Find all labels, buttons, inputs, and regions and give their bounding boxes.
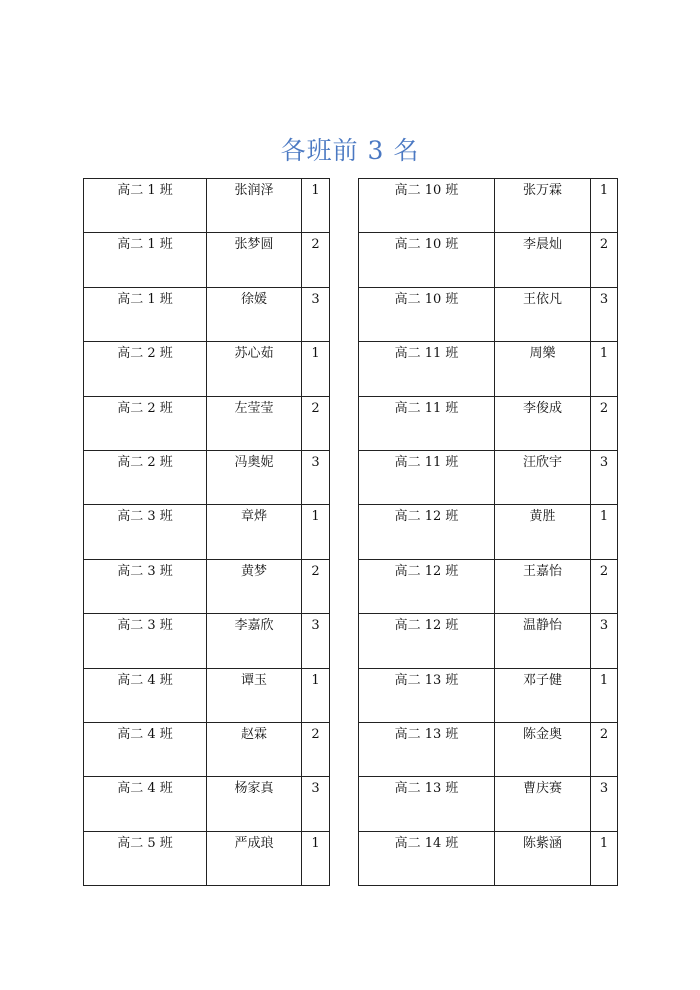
table-row (84, 668, 330, 722)
student-name-cell: 谭玉 (207, 668, 302, 722)
class-cell: 高二 10 班 (359, 287, 495, 341)
class-cell: 高二 2 班 (84, 342, 207, 396)
class-cell: 高二 13 班 (359, 777, 495, 831)
table-row (359, 396, 618, 450)
table-row (84, 722, 330, 776)
rank-cell: 1 (302, 831, 330, 885)
student-name-cell: 温静怡 (495, 614, 591, 668)
student-name-cell: 李晨灿 (495, 233, 591, 287)
student-name-cell: 张万霖 (495, 179, 591, 233)
student-name-cell: 张润泽 (207, 179, 302, 233)
table-row (359, 559, 618, 613)
student-name-cell: 张梦圆 (207, 233, 302, 287)
table-row (359, 831, 618, 885)
table-row (84, 287, 330, 341)
class-cell: 高二 10 班 (359, 233, 495, 287)
table-row (84, 342, 330, 396)
ranking-table-left (83, 178, 330, 886)
class-cell: 高二 11 班 (359, 342, 495, 396)
rank-cell: 3 (591, 614, 618, 668)
class-cell: 高二 3 班 (84, 614, 207, 668)
rank-cell: 3 (302, 287, 330, 341)
rank-cell: 2 (591, 233, 618, 287)
student-name-cell: 章烨 (207, 505, 302, 559)
student-name-cell: 左莹莹 (207, 396, 302, 450)
rank-cell: 2 (591, 559, 618, 613)
table-row (84, 450, 330, 504)
table-row (84, 614, 330, 668)
class-cell: 高二 13 班 (359, 722, 495, 776)
student-name-cell: 李俊成 (495, 396, 591, 450)
rank-cell: 1 (591, 831, 618, 885)
table-row (84, 179, 330, 233)
student-name-cell: 汪欣宇 (495, 450, 591, 504)
class-cell: 高二 11 班 (359, 396, 495, 450)
student-name-cell: 严成琅 (207, 831, 302, 885)
student-name-cell: 黄梦 (207, 559, 302, 613)
class-cell: 高二 3 班 (84, 559, 207, 613)
class-cell: 高二 10 班 (359, 179, 495, 233)
class-cell: 高二 4 班 (84, 777, 207, 831)
rank-cell: 1 (591, 668, 618, 722)
table-row (84, 505, 330, 559)
student-name-cell: 王嘉怡 (495, 559, 591, 613)
student-name-cell: 徐媛 (207, 287, 302, 341)
class-cell: 高二 14 班 (359, 831, 495, 885)
student-name-cell: 王依凡 (495, 287, 591, 341)
class-cell: 高二 11 班 (359, 450, 495, 504)
rank-cell: 1 (302, 668, 330, 722)
rank-cell: 1 (302, 505, 330, 559)
class-cell: 高二 4 班 (84, 668, 207, 722)
table-row (359, 722, 618, 776)
table-row (359, 668, 618, 722)
rank-cell: 3 (302, 614, 330, 668)
ranking-table-right (358, 178, 618, 886)
class-cell: 高二 13 班 (359, 668, 495, 722)
student-name-cell: 杨家真 (207, 777, 302, 831)
class-cell: 高二 2 班 (84, 450, 207, 504)
student-name-cell: 曹庆赛 (495, 777, 591, 831)
rank-cell: 1 (302, 342, 330, 396)
class-cell: 高二 1 班 (84, 233, 207, 287)
rank-cell: 2 (302, 722, 330, 776)
table-row (359, 450, 618, 504)
class-cell: 高二 2 班 (84, 396, 207, 450)
rank-cell: 2 (591, 722, 618, 776)
class-cell: 高二 1 班 (84, 179, 207, 233)
rank-cell: 2 (302, 559, 330, 613)
student-name-cell: 冯奥妮 (207, 450, 302, 504)
table-row (359, 505, 618, 559)
table-row (84, 559, 330, 613)
table-row (84, 777, 330, 831)
rank-cell: 3 (591, 450, 618, 504)
table-row (359, 233, 618, 287)
rank-cell: 2 (302, 233, 330, 287)
class-cell: 高二 5 班 (84, 831, 207, 885)
table-row (359, 342, 618, 396)
table-row (359, 777, 618, 831)
student-name-cell: 陈金奥 (495, 722, 591, 776)
rank-cell: 3 (302, 450, 330, 504)
class-cell: 高二 3 班 (84, 505, 207, 559)
class-cell: 高二 1 班 (84, 287, 207, 341)
rank-cell: 1 (591, 179, 618, 233)
student-name-cell: 邓子健 (495, 668, 591, 722)
student-name-cell: 周樂 (495, 342, 591, 396)
rank-cell: 1 (302, 179, 330, 233)
page-title: 各班前 3 名 (280, 136, 420, 165)
student-name-cell: 李嘉欣 (207, 614, 302, 668)
student-name-cell: 苏心茹 (207, 342, 302, 396)
rank-cell: 2 (591, 396, 618, 450)
student-name-cell: 赵霖 (207, 722, 302, 776)
rank-cell: 1 (591, 342, 618, 396)
student-name-cell: 黄胜 (495, 505, 591, 559)
class-cell: 高二 12 班 (359, 505, 495, 559)
class-cell: 高二 4 班 (84, 722, 207, 776)
table-row (359, 614, 618, 668)
table-row (84, 396, 330, 450)
table-row (84, 831, 330, 885)
class-cell: 高二 12 班 (359, 614, 495, 668)
class-cell: 高二 12 班 (359, 559, 495, 613)
table-row (84, 233, 330, 287)
table-row (359, 179, 618, 233)
rank-cell: 3 (591, 777, 618, 831)
rank-cell: 2 (302, 396, 330, 450)
rank-cell: 3 (302, 777, 330, 831)
table-row (359, 287, 618, 341)
rank-cell: 3 (591, 287, 618, 341)
rank-cell: 1 (591, 505, 618, 559)
student-name-cell: 陈紫涵 (495, 831, 591, 885)
